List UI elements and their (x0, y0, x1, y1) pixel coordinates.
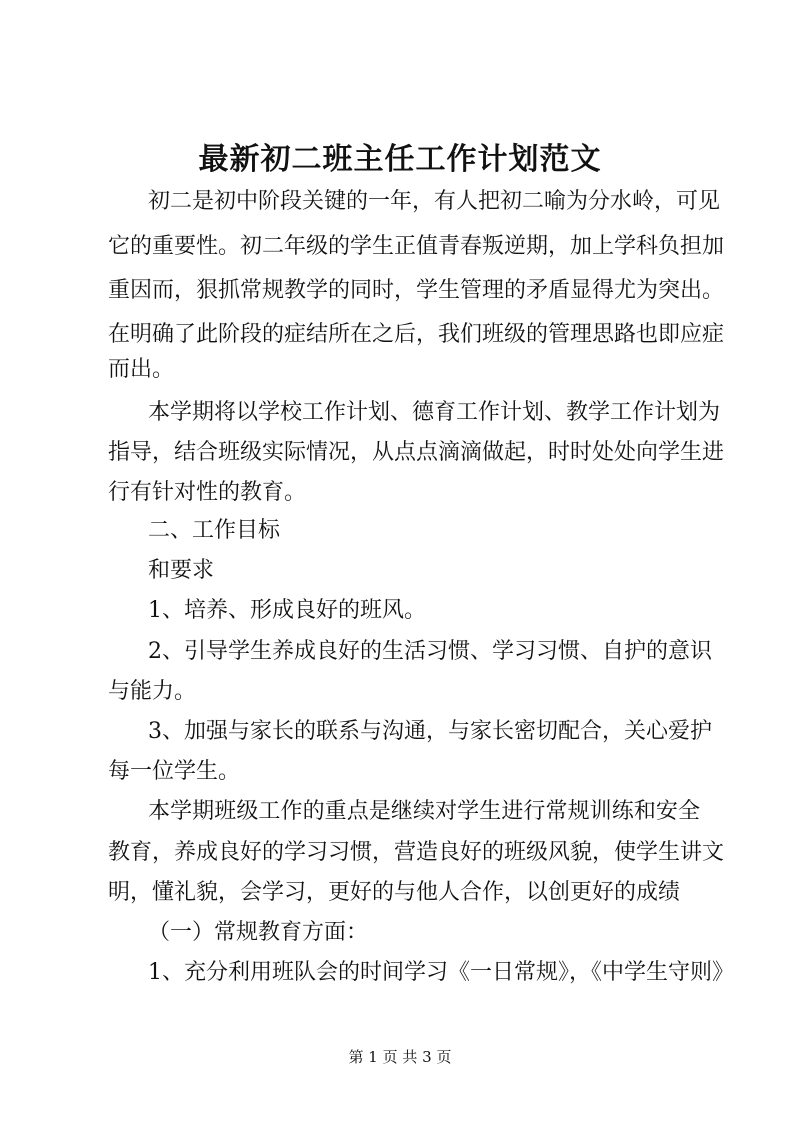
paragraph-line: 明，懂礼貌，会学习，更好的与他人合作，以创更好的成绩 (108, 880, 681, 905)
paragraph-line: 教育，养成良好的学习习惯，营造良好的班级风貌，使学生讲文 (108, 840, 725, 865)
list-item: 1、培养、形成良好的班风。 (148, 598, 426, 623)
list-item: 3、加强与家长的联系与沟通，与家长密切配合，关心爱护 (148, 719, 712, 744)
page-number-footer: 第 1 页 共 3 页 (348, 1048, 452, 1066)
paragraph-line: 在明确了此阶段的症结所在之后，我们班级的管理思路也即应症 (108, 322, 725, 347)
paragraph-line: 它的重要性。初二年级的学生正值青春叛逆期，加上学科负担加 (108, 234, 725, 259)
list-item-continuation: 与能力。 (108, 679, 197, 704)
section-heading: 二、工作目标 (148, 518, 281, 543)
list-item: 1、充分利用班队会的时间学习《一日常规》，《中学生守则》 (148, 960, 734, 985)
paragraph-line: 本学期将以学校工作计划、德育工作计划、教学工作计划为 (148, 400, 721, 425)
paragraph-line: 本学期班级工作的重点是继续对学生进行常规训练和安全 (148, 799, 700, 824)
paragraph-line: 重因而，狠抓常规教学的同时，学生管理的矛盾显得尤为突出。 (108, 278, 725, 303)
paragraph-line: 而出。 (108, 357, 175, 382)
list-item-continuation: 每一位学生。 (108, 759, 241, 784)
paragraph-line: 初二是初中阶段关键的一年，有人把初二喻为分水岭，可见 (148, 189, 721, 214)
paragraph-line: 行有针对性的教育。 (108, 480, 307, 505)
document-title: 最新初二班主任工作计划范文 (198, 142, 602, 177)
paragraph-line: 和要求 (148, 558, 215, 583)
paragraph-line: 指导，结合班级实际情况，从点点滴滴做起，时时处处向学生进 (108, 440, 725, 465)
list-item: 2、引导学生养成良好的生活习惯、学习习惯、自护的意识 (148, 639, 712, 664)
subsection-heading: （一）常规教育方面： (148, 920, 369, 945)
